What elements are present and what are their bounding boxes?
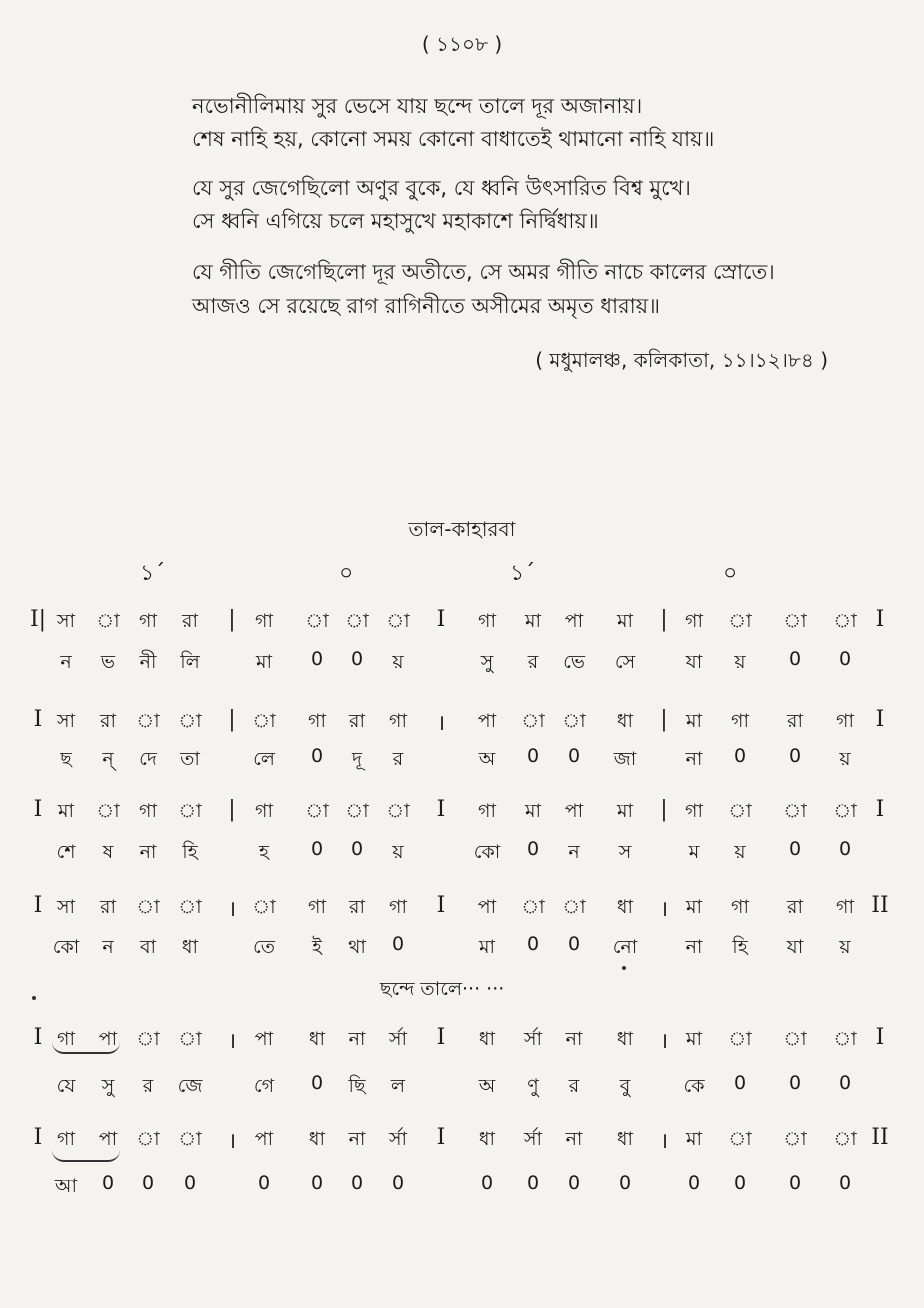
swara-note: পা xyxy=(98,1128,118,1150)
margin-dot xyxy=(622,966,626,970)
swara-note: গা xyxy=(685,800,703,822)
bar-line: I xyxy=(436,607,446,632)
bol-syllable: 0 xyxy=(788,745,802,767)
swara-note: গা xyxy=(139,610,157,632)
bol-syllable: 0 xyxy=(141,1172,155,1194)
bol-syllable: 0 xyxy=(838,838,852,860)
bol-syllable: সু xyxy=(480,651,494,673)
swara-note: া xyxy=(96,800,120,822)
bol-syllable: নী xyxy=(139,651,157,673)
bol-syllable: 0 xyxy=(526,933,540,955)
bol-syllable: 0 xyxy=(350,648,364,670)
bol-syllable: কো xyxy=(52,936,80,958)
swara-note: া xyxy=(833,610,857,632)
lyric-line: যে গীতি জেগেছিলো দূর অতীতে, সে অমর গীতি নাচে কালের স্রোতে। xyxy=(192,260,775,284)
bar-line: I xyxy=(33,1025,43,1050)
swara-note: না xyxy=(565,1128,583,1150)
swara-note: মা xyxy=(685,710,703,732)
bar-line: I xyxy=(875,707,885,732)
swara-note: া xyxy=(345,800,369,822)
margin-dot xyxy=(32,996,36,1000)
bol-syllable: হি xyxy=(732,936,748,958)
swara-note: া xyxy=(178,896,202,918)
swara-note: া xyxy=(178,1128,202,1150)
bar-line: II xyxy=(871,893,889,918)
swara-note: গা xyxy=(308,710,326,732)
bol-syllable: 0 xyxy=(733,1172,747,1194)
swara-note: ধা xyxy=(478,1028,496,1050)
swara-note: না xyxy=(348,1028,366,1050)
swara-note: া xyxy=(178,800,202,822)
bar-line: | xyxy=(660,707,668,732)
bol-syllable: থা xyxy=(348,936,366,958)
bar-line: I xyxy=(875,607,885,632)
bar-line: । xyxy=(227,1029,237,1054)
swara-note: পা xyxy=(98,1028,118,1050)
slur-mark xyxy=(52,1042,120,1054)
bar-line: | xyxy=(660,797,668,822)
swara-note: পা xyxy=(477,896,497,918)
bar-line: I xyxy=(875,1025,885,1050)
bar-line: | xyxy=(228,607,236,632)
bol-syllable: ধা xyxy=(181,936,199,958)
swara-note: া xyxy=(345,610,369,632)
swara-note: ধা xyxy=(616,1028,634,1050)
bol-syllable: 0 xyxy=(567,933,581,955)
swara-note: রা xyxy=(787,896,803,918)
beat-mark: ১´ xyxy=(140,561,166,586)
bol-syllable: ছি xyxy=(348,1075,366,1097)
bar-line: । xyxy=(659,1129,669,1154)
swara-note: সা xyxy=(56,896,76,918)
lyric-line: শেষ নাহি হয়, কোনো সময় কোনো বাধাতেই থামানো নাহি যায়॥ xyxy=(192,127,715,151)
bol-syllable: ণু xyxy=(527,1075,539,1097)
beat-mark: ০ xyxy=(723,561,738,586)
bol-syllable: র xyxy=(527,651,539,673)
bol-syllable: 0 xyxy=(788,1172,802,1194)
bol-syllable: সু xyxy=(101,1075,115,1097)
bol-syllable: না xyxy=(685,936,703,958)
swara-note: গা xyxy=(389,710,407,732)
bar-line: I xyxy=(33,893,43,918)
bol-syllable: র xyxy=(568,1075,580,1097)
bol-syllable: না xyxy=(139,841,157,863)
bol-syllable: অ xyxy=(478,748,496,770)
bol-syllable: তা xyxy=(180,748,200,770)
bol-syllable: 0 xyxy=(618,1172,632,1194)
swara-note: া xyxy=(252,896,276,918)
swara-note: গা xyxy=(57,1128,75,1150)
bol-syllable: ন xyxy=(60,651,72,673)
bol-syllable: য় xyxy=(392,651,404,673)
bol-syllable: 0 xyxy=(480,1172,494,1194)
bol-syllable: 0 xyxy=(733,1072,747,1094)
swara-note: গা xyxy=(308,896,326,918)
swara-note: রা xyxy=(349,896,365,918)
swara-note: া xyxy=(783,1128,807,1150)
bol-syllable: ষ xyxy=(102,841,114,863)
bar-line: । xyxy=(436,711,446,736)
bar-line: I xyxy=(875,797,885,822)
swara-note: া xyxy=(833,800,857,822)
bol-syllable: জা xyxy=(613,748,637,770)
bol-syllable: 0 xyxy=(788,838,802,860)
swara-note: ধা xyxy=(478,1128,496,1150)
bol-syllable: 0 xyxy=(183,1172,197,1194)
bol-syllable: গে xyxy=(253,1075,275,1097)
bol-syllable: য় xyxy=(839,936,851,958)
swara-note: না xyxy=(565,1028,583,1050)
bol-syllable: 0 xyxy=(350,838,364,860)
swara-note: রা xyxy=(787,710,803,732)
swara-note: রা xyxy=(100,896,116,918)
bol-syllable: 0 xyxy=(526,1172,540,1194)
swara-note: া xyxy=(783,610,807,632)
source-citation: ( মধুমালঞ্চ, কলিকাতা, ১১।১২।৮৪ ) xyxy=(535,348,828,372)
bar-line: | xyxy=(228,707,236,732)
swara-note: া xyxy=(783,1028,807,1050)
bol-syllable: 0 xyxy=(567,745,581,767)
bol-syllable: লি xyxy=(180,651,200,673)
bol-syllable: কো xyxy=(473,841,501,863)
beat-mark: ১´ xyxy=(510,561,536,586)
bol-syllable: 0 xyxy=(391,1172,405,1194)
swara-note: া xyxy=(833,1028,857,1050)
bol-syllable: যে xyxy=(56,1075,76,1097)
bol-syllable: মা xyxy=(478,936,496,958)
bol-syllable: 0 xyxy=(788,1072,802,1094)
bol-syllable: জে xyxy=(177,1075,203,1097)
bar-line: । xyxy=(659,1029,669,1054)
bol-syllable: না xyxy=(685,748,703,770)
bol-syllable: 0 xyxy=(526,745,540,767)
bar-line: | xyxy=(228,797,236,822)
swara-note: া xyxy=(136,710,160,732)
swara-note: গা xyxy=(836,710,854,732)
swara-note: া xyxy=(728,1128,752,1150)
swara-note: পা xyxy=(564,610,584,632)
bol-syllable: শে xyxy=(56,841,76,863)
bol-syllable: ই xyxy=(312,936,322,958)
swara-note: া xyxy=(833,1128,857,1150)
bol-syllable: র xyxy=(392,748,404,770)
swara-note: সা xyxy=(56,610,76,632)
bol-syllable: 0 xyxy=(687,1172,701,1194)
swara-note: গা xyxy=(255,610,273,632)
bol-syllable: অ xyxy=(478,1075,496,1097)
bar-line: I xyxy=(33,1125,43,1150)
swara-note: া xyxy=(252,710,276,732)
bol-syllable: দে xyxy=(139,748,157,770)
swara-note: গা xyxy=(731,896,749,918)
bol-syllable: ম xyxy=(688,841,700,863)
lyric-line: আজও সে রয়েছে রাগ রাগিনীতে অসীমের অমৃত ধারায়॥ xyxy=(192,294,661,318)
bol-syllable: হ xyxy=(259,841,269,863)
bol-syllable: য় xyxy=(392,841,404,863)
swara-note: পা xyxy=(564,800,584,822)
bol-syllable: 0 xyxy=(838,648,852,670)
bol-syllable: ভ xyxy=(100,651,116,673)
swara-note: গা xyxy=(685,610,703,632)
bol-syllable: ন্ xyxy=(102,748,114,770)
slur-mark xyxy=(52,1150,120,1162)
swara-note: া xyxy=(305,610,329,632)
bol-syllable: লে xyxy=(253,748,275,770)
bar-line: I xyxy=(33,707,43,732)
swara-note: মা xyxy=(57,800,75,822)
bar-line: I xyxy=(436,893,446,918)
bol-syllable: 0 xyxy=(310,648,324,670)
bol-syllable: নো xyxy=(612,936,638,958)
swara-note: া xyxy=(386,610,410,632)
bol-syllable: যা xyxy=(685,651,703,673)
swara-note: া xyxy=(783,800,807,822)
swara-note: গা xyxy=(389,896,407,918)
swara-note: া xyxy=(386,800,410,822)
taal-title: তাল-কাহারবা xyxy=(408,517,516,541)
interlude-label: ছন্দে তালে··· ··· xyxy=(380,978,505,1000)
bol-syllable: 0 xyxy=(310,745,324,767)
swara-note: ধা xyxy=(616,710,634,732)
bol-syllable: 0 xyxy=(788,648,802,670)
swara-note: ধা xyxy=(308,1028,326,1050)
bol-syllable: মা xyxy=(255,651,273,673)
bol-syllable: বা xyxy=(139,936,157,958)
beat-mark: ০ xyxy=(339,561,354,586)
swara-note: গা xyxy=(57,1028,75,1050)
swara-note: গা xyxy=(836,896,854,918)
bol-syllable: বু xyxy=(619,1075,631,1097)
swara-note: গা xyxy=(478,800,496,822)
bol-syllable: 0 xyxy=(257,1172,271,1194)
bol-syllable: 0 xyxy=(310,1172,324,1194)
bar-line: I xyxy=(436,1025,446,1050)
swara-note: পা xyxy=(477,710,497,732)
bol-syllable: হি xyxy=(182,841,198,863)
bol-syllable: ছ xyxy=(60,748,72,770)
bol-syllable: 0 xyxy=(567,1172,581,1194)
bol-syllable: য় xyxy=(839,748,851,770)
bol-syllable: দূ xyxy=(352,748,362,770)
bol-syllable: যা xyxy=(786,936,804,958)
bar-line: I xyxy=(436,797,446,822)
bol-syllable: কে xyxy=(683,1075,705,1097)
swara-note: গা xyxy=(255,800,273,822)
swara-note: ধা xyxy=(308,1128,326,1150)
lyric-line: যে সুর জেগেছিলো অণুর বুকে, যে ধ্বনি উৎসারিত বিশ্ব মুখে। xyxy=(192,176,691,200)
swara-note: গা xyxy=(139,800,157,822)
bar-line: I xyxy=(33,797,43,822)
bar-line: । xyxy=(227,897,237,922)
swara-note: া xyxy=(521,710,545,732)
swara-note: পা xyxy=(254,1128,274,1150)
bol-syllable: সে xyxy=(614,651,636,673)
bar-line: I| xyxy=(29,607,47,632)
bol-syllable: 0 xyxy=(101,1172,115,1194)
lyric-line: নভোনীলিমায় সুর ভেসে যায় ছন্দে তালে দূর অজানায়। xyxy=(192,94,643,118)
bol-syllable: য় xyxy=(734,841,746,863)
swara-note: সা xyxy=(56,710,76,732)
bol-syllable: য় xyxy=(734,651,746,673)
swara-note: া xyxy=(728,800,752,822)
bol-syllable: 0 xyxy=(733,745,747,767)
bar-line: । xyxy=(659,897,669,922)
bol-syllable: 0 xyxy=(310,838,324,860)
swara-note: র্সা xyxy=(388,1028,408,1050)
swara-note: মা xyxy=(685,1128,703,1150)
bar-line: | xyxy=(660,607,668,632)
bol-syllable: র xyxy=(142,1075,154,1097)
swara-note: া xyxy=(96,610,120,632)
bol-syllable: 0 xyxy=(526,838,540,860)
swara-note: র্সা xyxy=(523,1128,543,1150)
swara-note: গা xyxy=(731,710,749,732)
bol-syllable: 0 xyxy=(310,1072,324,1094)
bol-syllable: ন xyxy=(568,841,580,863)
swara-note: া xyxy=(136,896,160,918)
bol-syllable: স xyxy=(618,841,632,863)
swara-note: রা xyxy=(182,610,198,632)
swara-note: া xyxy=(178,710,202,732)
bol-syllable: ল xyxy=(390,1075,406,1097)
swara-note: া xyxy=(562,710,586,732)
lyric-line: সে ধ্বনি এগিয়ে চলে মহাসুখে মহাকাশে নির্দ্বিধায়॥ xyxy=(192,209,599,233)
swara-note: গা xyxy=(478,610,496,632)
swara-note: া xyxy=(136,1028,160,1050)
swara-note: মা xyxy=(524,800,542,822)
bol-syllable: ভে xyxy=(563,651,585,673)
swara-note: ধা xyxy=(616,896,634,918)
bar-line: । xyxy=(227,1129,237,1154)
bol-syllable: 0 xyxy=(838,1072,852,1094)
swara-note: রা xyxy=(349,710,365,732)
swara-note: মা xyxy=(616,610,634,632)
swara-note: ধা xyxy=(616,1128,634,1150)
bol-syllable: 0 xyxy=(838,1172,852,1194)
bar-line: II xyxy=(871,1125,889,1150)
swara-note: মা xyxy=(685,1028,703,1050)
swara-note: া xyxy=(562,896,586,918)
swara-note: া xyxy=(136,1128,160,1150)
swara-note: া xyxy=(728,610,752,632)
swara-note: মা xyxy=(685,896,703,918)
swara-note: মা xyxy=(616,800,634,822)
bol-syllable: 0 xyxy=(391,933,405,955)
swara-note: মা xyxy=(524,610,542,632)
swara-note: া xyxy=(728,1028,752,1050)
bol-syllable: আ xyxy=(54,1175,78,1197)
swara-note: র্সা xyxy=(523,1028,543,1050)
swara-note: া xyxy=(521,896,545,918)
swara-note: রা xyxy=(100,710,116,732)
bol-syllable: ন xyxy=(102,936,114,958)
bol-syllable: 0 xyxy=(350,1172,364,1194)
swara-note: র্সা xyxy=(388,1128,408,1150)
swara-note: া xyxy=(305,800,329,822)
bar-line: I xyxy=(436,1125,446,1150)
swara-note: া xyxy=(178,1028,202,1050)
swara-note: না xyxy=(348,1128,366,1150)
swara-note: পা xyxy=(254,1028,274,1050)
bol-syllable: তে xyxy=(253,936,275,958)
page-number: ( ১১০৮ ) xyxy=(421,32,503,56)
